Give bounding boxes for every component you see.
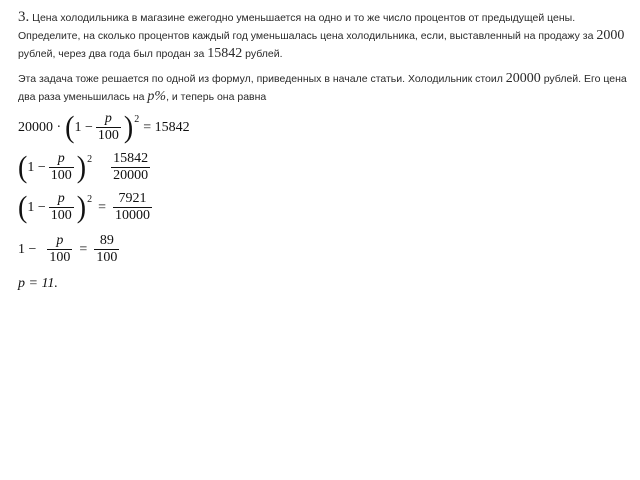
solution-text-3: , и теперь она равна	[166, 91, 267, 103]
left-paren: (	[18, 189, 28, 224]
equation-5	[18, 276, 58, 292]
eq2-rhs-denominator: 20000	[113, 168, 149, 183]
eq4-rhs-numerator: 89	[99, 233, 114, 248]
eq4-fraction	[47, 234, 72, 265]
eq3-exponent: 2	[87, 194, 93, 205]
eq3-numerator: p	[57, 191, 65, 206]
eq1-denominator: 100	[97, 128, 119, 143]
problem-text-2: рублей, через два года был продан за	[18, 48, 208, 60]
eq4-denominator: 100	[49, 250, 71, 265]
right-paren: )	[76, 149, 87, 184]
equation-4	[18, 234, 122, 265]
eq2-numerator: p	[57, 151, 65, 166]
eq3-rhs-numerator: 7921	[118, 191, 147, 206]
eq4-numerator: p	[56, 233, 64, 248]
problem-price: 2000	[596, 28, 625, 43]
solution-intro	[18, 70, 628, 106]
eq2-one-minus: 1 −	[27, 159, 46, 175]
problem-text-1: Цена холодильника в магазине ежегодно уменьшается на одно и то же число процентов от предыдущей цены. Определите, на сколько процентов каждый год уменьшалась цена холодильника, если, выставленный на продажу за	[18, 12, 597, 42]
eq1-one-minus: 1 −	[74, 119, 93, 135]
eq2-exponent: 2	[87, 154, 93, 165]
solution-text-1: Эта задача тоже решается по одной из формул, приведенных в начале статьи. Холодильник стоил	[18, 73, 506, 85]
problem-statement	[18, 8, 628, 63]
solution-var: p%	[147, 89, 167, 104]
solution-text-2: рублей. Его цена два раза уменьшилась на	[18, 73, 627, 103]
eq4-rhs-fraction	[94, 234, 119, 265]
problem-sold-price: 15842	[207, 46, 243, 61]
eq3-rhs-fraction	[113, 192, 152, 223]
eq5-result: p = 11.	[18, 276, 58, 291]
eq1-numerator: p	[104, 111, 112, 126]
problem-text-3: рублей.	[242, 48, 283, 60]
eq4-one-minus: 1 −	[18, 241, 37, 257]
problem-number: 3.	[18, 9, 30, 25]
eq2-fraction	[49, 152, 74, 183]
eq2-rhs-numerator: 15842	[113, 151, 149, 166]
eq3-equals: =	[98, 199, 106, 215]
eq4-equals: =	[79, 241, 88, 257]
eq3-fraction	[49, 192, 74, 223]
right-paren: )	[123, 109, 134, 144]
solution-price: 20000	[505, 71, 541, 86]
left-paren: (	[18, 149, 28, 184]
equation-3	[18, 189, 155, 224]
eq1-coef: 20000 ·	[18, 119, 62, 135]
eq1-exponent: 2	[134, 114, 140, 125]
equation-1	[18, 109, 190, 144]
eq3-denominator: 100	[50, 208, 72, 223]
eq1-rhs: = 15842	[143, 119, 190, 135]
eq1-fraction	[96, 112, 121, 143]
eq2-denominator: 100	[50, 168, 72, 183]
eq4-rhs-denominator: 100	[96, 250, 118, 265]
left-paren: (	[65, 109, 75, 144]
eq3-rhs-denominator: 10000	[114, 208, 150, 223]
right-paren: )	[76, 189, 87, 224]
eq3-one-minus: 1 −	[27, 199, 46, 215]
eq2-rhs-fraction	[111, 152, 150, 183]
equation-2	[18, 149, 153, 184]
